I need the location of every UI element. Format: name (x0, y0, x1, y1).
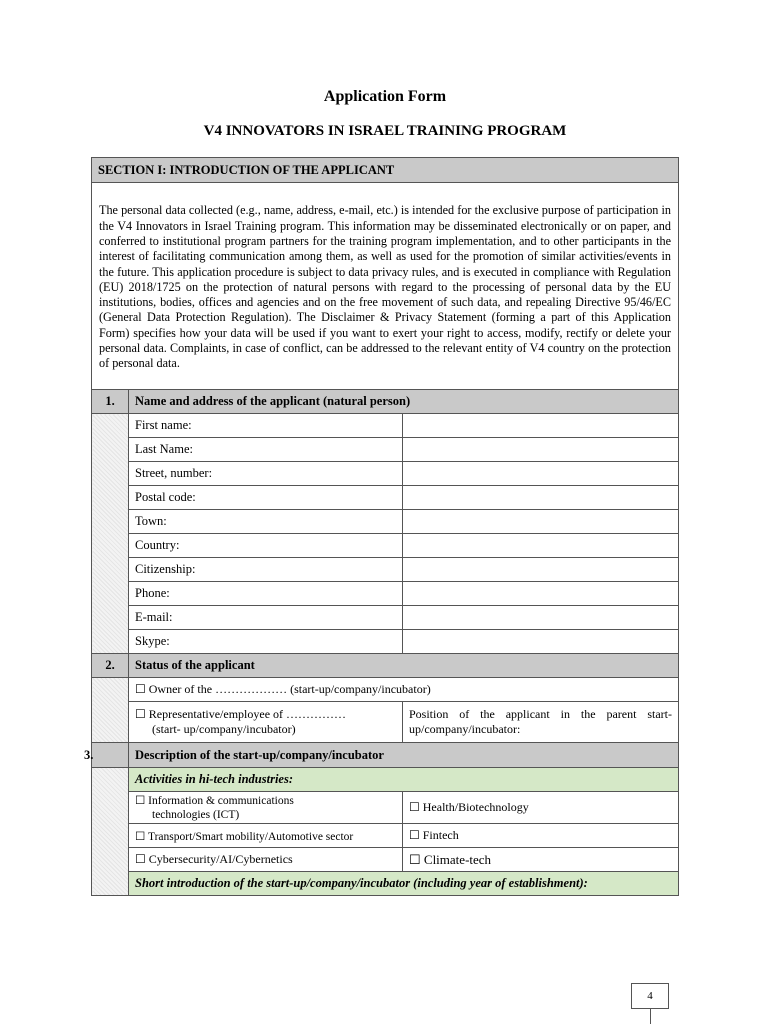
field-label-email: E-mail: (129, 606, 403, 630)
field-label-citizenship: Citizenship: (129, 558, 403, 582)
privacy-intro-text: The personal data collected (e.g., name, address, e-mail, etc.) is intended for the exclusive purpose of participation in the V4 Innovators in Israel Training program. This information may be disseminated electronically or on paper, and conferred to institutional program partners for the training program implementation, and to other participants in the interest of facilitating communication among them, as well as used for the promotion of similar activities/events in the future. This application procedure is subject to data privacy rules, and is executed in compliance with Regulation (EU) 2018/1725 on the protection of natural persons with regard to the processing of personal data by the EU institutions, bodies, offices and agencies and on the free movement of such data, and repealing Directive 95/46/EC (General Data Protection Regulation). The Disclaimer & Privacy Statement (forming a part of this Application Form) specifies how your data will be used if you want to exert your right to access, modify, rectify or delete your personal data. Complaints, in case of conflict, can be addressed to the relevant entity of V4 country on the protection of personal data. (92, 183, 679, 390)
field-label-postal-code: Postal code: (129, 486, 403, 510)
page-number-connector (650, 1008, 651, 1024)
climate-checkbox-option[interactable]: ☐ Climate-tech (403, 848, 679, 872)
ict-line1: ☐ Information & communications (135, 794, 294, 807)
question-number: 1. (92, 390, 129, 414)
cybersecurity-checkbox-option[interactable]: ☐ Cybersecurity/AI/Cybernetics (129, 848, 403, 872)
ict-line2: technologies (ICT) (152, 808, 240, 821)
hatched-margin (92, 414, 129, 654)
transport-checkbox-option[interactable]: ☐ Transport/Smart mobility/Automotive sector (129, 824, 403, 848)
last-name-input[interactable] (403, 438, 679, 462)
question-label: Status of the applicant (129, 654, 679, 678)
question-number-cell (92, 743, 129, 768)
email-input[interactable] (403, 606, 679, 630)
representative-line2: (start- up/company/incubator) (152, 722, 296, 736)
country-input[interactable] (403, 534, 679, 558)
fintech-checkbox-option[interactable]: ☐ Fintech (403, 824, 679, 848)
page-title: Application Form (323, 88, 447, 105)
owner-checkbox-option[interactable]: ☐ Owner of the ……………… (start-up/company/incubator) (129, 678, 679, 702)
first-name-input[interactable] (403, 414, 679, 438)
field-label-street: Street, number: (129, 462, 403, 486)
field-label-first-name: First name: (129, 414, 403, 438)
health-checkbox-option[interactable]: ☐ Health/Biotechnology (403, 792, 679, 824)
hatched-margin (92, 768, 129, 896)
citizenship-input[interactable] (403, 558, 679, 582)
question-number: 3. (84, 748, 94, 762)
postal-code-input[interactable] (403, 486, 679, 510)
field-label-phone: Phone: (129, 582, 403, 606)
question-number: 2. (92, 654, 129, 678)
application-form-table (91, 157, 679, 896)
question-label: Name and address of the applicant (natural person) (129, 390, 679, 414)
town-input[interactable] (403, 510, 679, 534)
representative-line1: ☐ Representative/employee of …………… (135, 707, 347, 721)
position-field[interactable]: Position of the applicant in the parent start-up/company/incubator: (403, 702, 679, 743)
representative-checkbox-option[interactable] (129, 702, 403, 743)
phone-input[interactable] (403, 582, 679, 606)
program-subtitle: V4 INNOVATORS IN ISRAEL TRAINING PROGRAM (203, 123, 567, 139)
hatched-margin (92, 678, 129, 743)
skype-input[interactable] (403, 630, 679, 654)
field-label-country: Country: (129, 534, 403, 558)
field-label-last-name: Last Name: (129, 438, 403, 462)
street-input[interactable] (403, 462, 679, 486)
ict-checkbox-option[interactable] (129, 792, 403, 824)
page-number: 4 (631, 983, 669, 1009)
field-label-town: Town: (129, 510, 403, 534)
field-label-skype: Skype: (129, 630, 403, 654)
question-label: Description of the start-up/company/incubator (129, 743, 679, 768)
section-header: SECTION I: INTRODUCTION OF THE APPLICANT (92, 158, 679, 183)
activities-header: Activities in hi-tech industries: (129, 768, 679, 792)
short-intro-header: Short introduction of the start-up/company/incubator (including year of establishment): (129, 872, 679, 896)
